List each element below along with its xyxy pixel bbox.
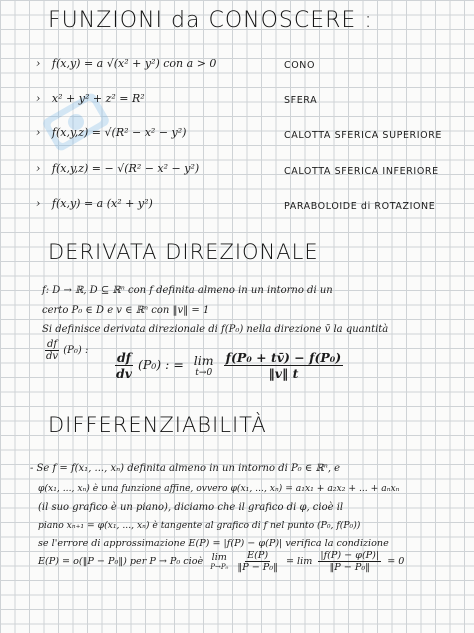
function-label: PARABOLOIDE di ROTAZIONE [284,201,436,212]
equals-lim: = lim [285,556,313,567]
function-row [36,162,199,175]
formula-argument: (P₀) : = [138,357,184,372]
derivative-argument: (P₀) : [63,345,89,356]
bullet: › [36,197,41,210]
limit-label: lim [211,552,227,563]
diff-text-line: piano xₙ₊₁ = φ(x₁, ..., xₙ) è tangente al grafico di f nel punto (P₀, f(P₀)) [38,520,361,531]
derivata-definition-formula [114,350,343,381]
ratio-denominator: ‖v‖ t [268,366,299,381]
derivata-text-line: certo P₀ ∈ D e v ∈ ℝⁿ con ‖v‖ = 1 [42,305,210,316]
function-row [36,126,186,139]
derivata-text-line: Si definisce derivata direzionale di f(P₀) nella direzione v̄ la quantità [42,324,389,335]
limit-label: lim [193,353,214,368]
function-formula: x² + y² + z² = R² [51,92,145,105]
function-label: SFERA [284,95,318,106]
formula-denominator: dv [116,366,133,381]
abs-difference-numerator: |f(P) − φ(P)| [320,550,380,561]
function-formula: f(x,y,z) = − √(R² − x² − y²) [51,162,200,175]
diff-condition-formula [38,550,404,573]
function-label: CONO [284,60,316,71]
section-title-differenziabilita: DIFFERENZIABILITÀ [48,413,267,437]
error-denominator: ‖P − P₀‖ [237,562,278,573]
diff-text-line: (il suo grafico è un piano), diciamo che il grafico di φ, cioè il [38,502,344,513]
bullet: › [36,92,41,105]
function-formula: f(x,y) = a √(x² + y²) con a > 0 [51,57,217,70]
derivata-notation [44,339,88,362]
ratio-numerator: f(P₀ + tv̄) − f(P₀) [225,350,342,365]
error-numerator: E(P) [247,550,269,561]
derivata-text-line: f: D → ℝ, D ⊆ ℝⁿ con f definita almeno in un intorno di un [42,285,333,296]
derivative-numerator: df [46,339,58,350]
bullet: › [36,126,41,139]
diff-text-line: φ(x₁, ..., xₙ) è una funzione affine, ovvero φ(x₁, ..., xₙ) = a₁x₁ + a₂x₂ + ... + aₙxₙ [38,483,400,494]
formula-numerator: df [116,350,132,365]
derivative-denominator: dv [46,351,59,362]
page-title: FUNZIONI da CONOSCERE : [48,8,373,33]
section-title-derivata: DERIVATA DIREZIONALE [48,240,319,264]
limit-subscript: P→P₀ [210,563,229,571]
abs-difference-denominator: ‖P − P₀‖ [329,562,370,573]
function-row [36,197,153,210]
bullet: › [36,162,41,175]
function-formula: f(x,y) = a (x² + y²) [51,197,153,210]
bullet: › [36,57,41,70]
function-row [36,57,216,70]
limit-subscript: t→0 [195,368,213,378]
diff-text-line: se l'errore di approssimazione E(P) = |f(P) − φ(P)| verifica la condizione [38,538,389,549]
condition-text: E(P) = o(‖P − P₀‖) per P → P₀ cioè [38,556,204,567]
function-label: CALOTTA SFERICA INFERIORE [284,166,439,177]
function-label: CALOTTA SFERICA SUPERIORE [284,130,443,141]
diff-text-line: - Se f = f(x₁, ..., xₙ) definita almeno in un intorno di P₀ ∈ ℝⁿ, e [30,463,341,474]
function-row [36,92,145,105]
equals-zero: = 0 [387,556,405,567]
function-formula: f(x,y,z) = √(R² − x² − y²) [51,126,187,139]
